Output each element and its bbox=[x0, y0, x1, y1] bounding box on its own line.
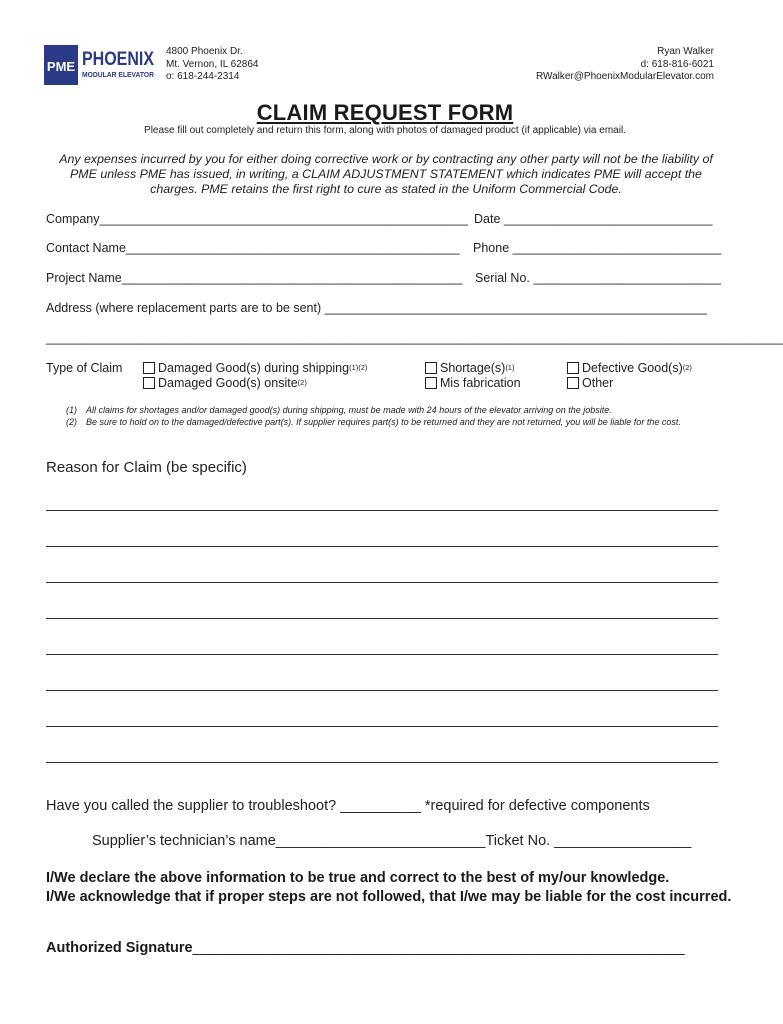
company-field[interactable]: Company_____________________________________________________ bbox=[46, 212, 468, 226]
footnote-number: (2) bbox=[66, 416, 77, 427]
footnote-2 bbox=[66, 417, 726, 429]
signature-line[interactable]: _____________________________________________________________ bbox=[192, 940, 685, 956]
footnote-ref: (1) bbox=[505, 363, 515, 372]
checkbox[interactable] bbox=[567, 377, 579, 389]
footnote-ref: (2) bbox=[297, 378, 307, 387]
liability-disclaimer: Any expenses incurred by you for either doing corrective work or by contracting any other party will not be the liability of PME unless PME has issued, in writing, a CLAIM ADJUSTMENT STATEMENT which indicates PME will accept the charges. PME retains the first right to cure as stated in the Uniform Commercial Code. bbox=[59, 152, 713, 196]
address-street: 4800 Phoenix Dr. bbox=[166, 46, 243, 57]
option-damaged-shipping[interactable] bbox=[143, 360, 367, 375]
option-label: Defective Good(s) bbox=[582, 360, 683, 375]
footnote-text: All claims for shortages and/or damaged good(s) during shipping, must be made with 24 hours of the elevator arriving on the jobsite. bbox=[86, 405, 612, 415]
option-label: Damaged Good(s) during shipping bbox=[158, 360, 350, 375]
option-other[interactable] bbox=[567, 375, 613, 390]
contact-email[interactable]: RWalker@PhoenixModularElevator.com bbox=[535, 71, 714, 82]
declaration-line-1: I/We declare the above information to be true and correct to the best of my/our knowledge. bbox=[46, 870, 670, 886]
option-label: Damaged Good(s) onsite bbox=[158, 375, 298, 390]
logo-name: PHOENIX bbox=[82, 49, 155, 70]
form-title: CLAIM REQUEST FORM bbox=[256, 100, 514, 125]
date-field[interactable]: Date ______________________________ bbox=[474, 212, 713, 226]
address-field-continued[interactable]: __________________________________________________________________________________________________________ bbox=[46, 331, 783, 345]
option-damaged-onsite[interactable] bbox=[143, 375, 307, 390]
address-phone: o: 618-244-2314 bbox=[166, 71, 240, 82]
checkbox[interactable] bbox=[143, 377, 155, 389]
serial-number-field[interactable]: Serial No. ___________________________ bbox=[475, 271, 722, 285]
contact-info bbox=[536, 46, 714, 84]
contact-phone: d: 618-816-6021 bbox=[640, 58, 714, 70]
footnotes bbox=[66, 405, 726, 428]
signature-label: Authorized Signature bbox=[46, 940, 193, 956]
reason-line-4[interactable] bbox=[46, 618, 718, 619]
declaration bbox=[46, 869, 736, 907]
footnote-number: (1) bbox=[66, 405, 77, 415]
claim-type-label: Type of Claim bbox=[46, 361, 123, 375]
option-label: Other bbox=[582, 375, 614, 390]
contact-name: Ryan Walker bbox=[657, 46, 714, 57]
option-misfabrication[interactable] bbox=[425, 375, 521, 390]
reason-line-8[interactable] bbox=[46, 762, 718, 763]
footnote-ref: (2) bbox=[682, 363, 692, 372]
project-name-field[interactable]: Project Name_________________________________________________ bbox=[46, 271, 463, 285]
footnote-ref: (1)(2) bbox=[349, 363, 368, 372]
reason-line-3[interactable] bbox=[46, 582, 718, 583]
logo-tagline: MODULAR ELEVATOR bbox=[82, 70, 155, 79]
footnote-1 bbox=[66, 405, 726, 417]
reason-heading: Reason for Claim (be specific) bbox=[46, 459, 247, 476]
form-instructions: Please fill out completely and return this form, along with photos of damaged product (if applicable) via email. bbox=[144, 125, 626, 136]
signature-field[interactable] bbox=[46, 940, 685, 956]
checkbox[interactable] bbox=[143, 362, 155, 374]
option-label: Mis fabrication bbox=[440, 375, 521, 390]
company-address bbox=[166, 46, 258, 84]
reason-line-2[interactable] bbox=[46, 546, 718, 547]
technician-ticket-field[interactable]: Supplier’s technician’s name__________________________Ticket No. _________________ bbox=[92, 833, 692, 849]
reason-line-1[interactable] bbox=[46, 510, 718, 511]
address-field[interactable]: Address (where replacement parts are to be sent) _______________________________________________________ bbox=[46, 301, 707, 315]
checkbox[interactable] bbox=[425, 377, 437, 389]
pme-logo bbox=[44, 44, 156, 86]
troubleshoot-question[interactable]: Have you called the supplier to troubleshoot? __________ *required for defective components bbox=[46, 798, 650, 814]
address-city: Mt. Vernon, IL 62864 bbox=[166, 58, 259, 70]
option-defective[interactable] bbox=[567, 360, 692, 375]
footnote-text: Be sure to hold on to the damaged/defective part(s). If supplier requires part(s) to be returned and they are not returned, you will be liable for the cost. bbox=[86, 416, 681, 427]
logo-initials: PME bbox=[46, 59, 76, 74]
option-shortage[interactable] bbox=[425, 360, 514, 375]
reason-line-7[interactable] bbox=[46, 726, 718, 727]
checkbox[interactable] bbox=[425, 362, 437, 374]
option-label: Shortage(s) bbox=[440, 360, 506, 375]
reason-line-6[interactable] bbox=[46, 690, 718, 691]
contact-name-field[interactable]: Contact Name________________________________________________ bbox=[46, 241, 460, 255]
phone-field[interactable]: Phone ______________________________ bbox=[473, 241, 722, 255]
checkbox[interactable] bbox=[567, 362, 579, 374]
declaration-line-2: I/We acknowledge that if proper steps are not followed, that I/we may be liable for the cost incurred. bbox=[46, 889, 732, 905]
reason-line-5[interactable] bbox=[46, 654, 718, 655]
